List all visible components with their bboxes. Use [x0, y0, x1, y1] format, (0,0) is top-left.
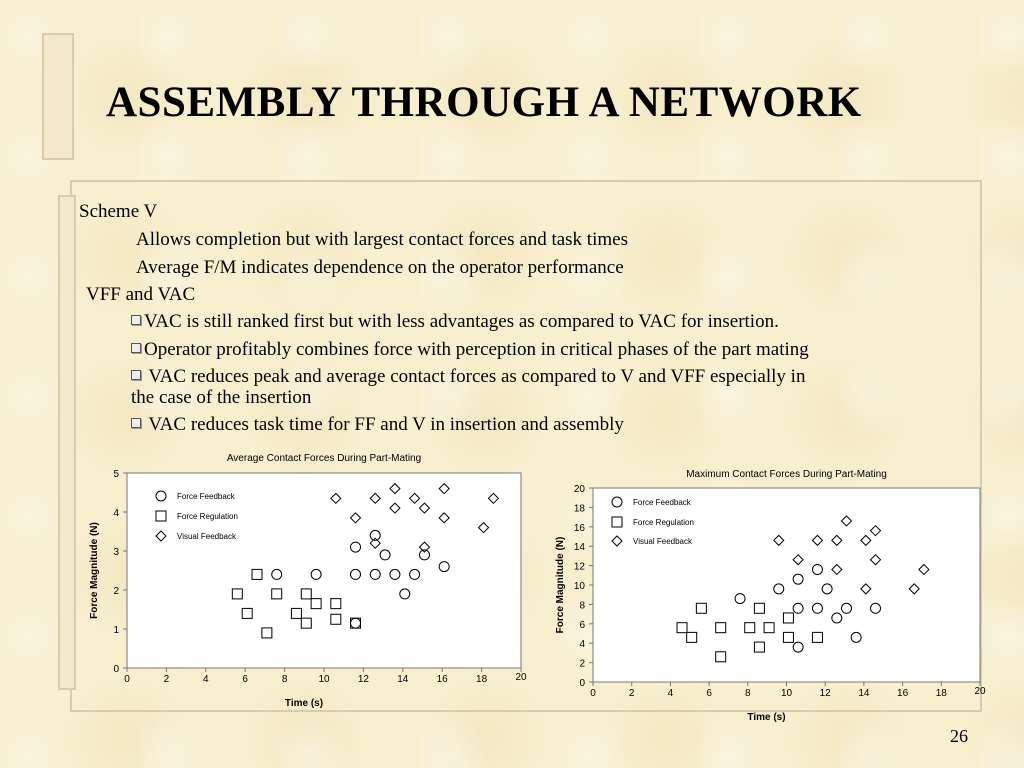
legend-label: Force Feedback [177, 492, 235, 501]
x-tick-label: 16 [897, 688, 909, 699]
x-tick-label: 12 [357, 674, 369, 685]
body-line-text: VAC reduces peak and average contact forces as compared to V and VFF especially in [144, 366, 806, 387]
x-tick-label: 6 [242, 674, 248, 685]
x-tick-label: 0 [590, 688, 596, 699]
x-axis-label: Time (s) [747, 712, 786, 723]
maximum-forces-chart [555, 469, 986, 723]
legend-label: Force Regulation [177, 512, 238, 521]
x-tick-label: 8 [281, 674, 288, 685]
y-tick-label: 0 [579, 678, 585, 689]
body-line-text: Operator profitably combines force with perception in critical phases of the part mating [144, 339, 809, 360]
body-line-text: Average F/M indicates dependence on the operator performance [136, 257, 624, 278]
y-tick-label: 2 [113, 586, 119, 597]
x-tick-label: 8 [745, 688, 751, 699]
x-tick-label: 16 [436, 674, 448, 685]
x-tick-label: 14 [397, 674, 409, 685]
x-tick-label: 10 [780, 688, 793, 699]
chart-title: Maximum Contact Forces During Part-Mating [686, 469, 887, 480]
body-line-text: Scheme V [79, 201, 158, 222]
legend-label: Visual Feedback [633, 537, 692, 546]
x-tick-label: 0 [124, 674, 130, 685]
x-tick-label: 18 [476, 674, 488, 685]
x-tick-label: 4 [203, 674, 209, 685]
y-tick-label: 16 [573, 522, 585, 534]
x-tick-label: 10 [318, 674, 330, 685]
y-axis-label: Force Magnitude (N) [555, 536, 566, 634]
legend-label: Visual Feedback [177, 532, 236, 541]
y-tick-label: 0 [113, 664, 119, 675]
legend-label: Force Feedback [633, 498, 691, 507]
x-tick-label: 2 [163, 674, 170, 685]
x-tick-label: 18 [935, 688, 947, 699]
x-tick-label: 20 [974, 686, 986, 697]
y-tick-label: 2 [579, 658, 585, 670]
body-line-text: VAC is still ranked first but with less advantages as compared to VAC for insertion. [144, 311, 779, 332]
legend-label: Force Regulation [633, 518, 694, 527]
body-line-text: the case of the insertion [131, 387, 312, 408]
y-tick-label: 12 [573, 561, 585, 573]
x-tick-label: 12 [819, 688, 831, 699]
y-tick-label: 20 [573, 484, 585, 495]
x-axis-label: Time (s) [284, 698, 324, 709]
x-tick-label: 6 [706, 688, 712, 699]
body-line-text: Allows completion but with largest contact forces and task times [136, 229, 628, 250]
x-tick-label: 20 [515, 672, 527, 683]
y-tick-label: 4 [579, 639, 585, 651]
y-tick-label: 18 [573, 503, 585, 515]
slide-title: ASSEMBLY THROUGH A NETWORK [106, 79, 862, 126]
x-tick-label: 14 [858, 688, 870, 699]
y-axis-label: Force Magnitude (N) [89, 522, 100, 619]
y-tick-label: 4 [113, 508, 119, 519]
y-tick-label: 1 [113, 625, 119, 636]
y-tick-label: 6 [579, 619, 585, 631]
x-tick-label: 4 [667, 688, 674, 699]
average-forces-chart [89, 453, 527, 709]
y-tick-label: 3 [113, 547, 119, 558]
y-tick-label: 14 [573, 542, 585, 554]
plot-area [127, 473, 521, 668]
page-number: 26 [950, 726, 968, 746]
body-line-text: VFF and VAC [86, 284, 196, 305]
x-tick-label: 2 [628, 688, 635, 699]
body-line-text: VAC reduces task time for FF and V in insertion and assembly [144, 414, 624, 435]
y-tick-label: 10 [573, 581, 585, 592]
chart-title: Average Contact Forces During Part-Mating [226, 453, 422, 464]
y-tick-label: 5 [113, 469, 119, 480]
y-tick-label: 8 [579, 600, 585, 612]
